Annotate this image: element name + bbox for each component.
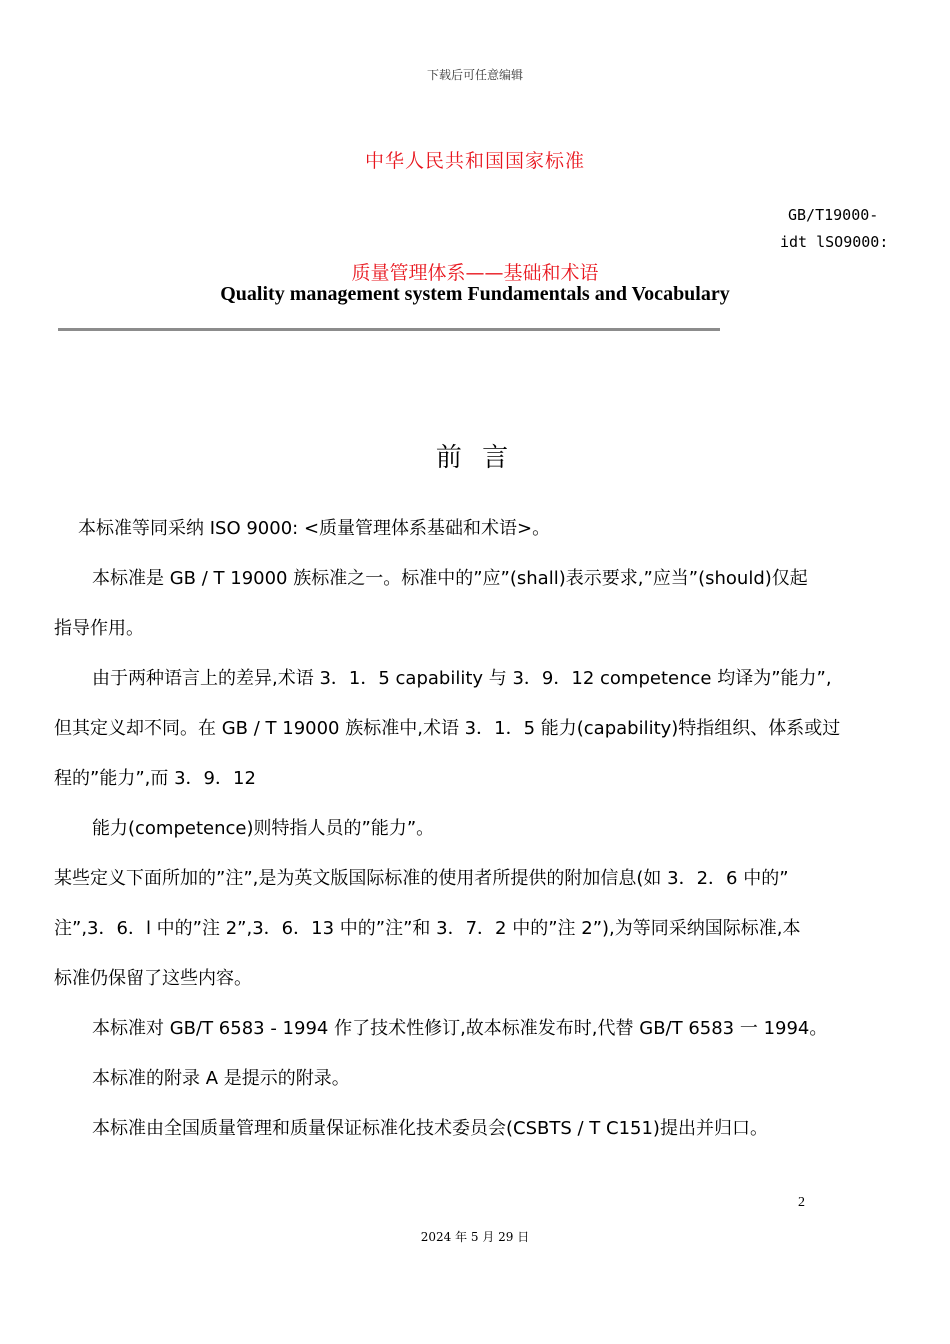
document-title-chinese: 质量管理体系——基础和术语 [351, 262, 599, 284]
body-line-12: 本标准的附录 A 是提示的附录。 [92, 1068, 350, 1089]
page-number: 2 [798, 1195, 805, 1210]
body-line-11: 本标准对 GB/T 6583 - 1994 作了技术性修订,故本标准发布时,代替 GB/T 6583 一 1994。 [92, 1018, 828, 1039]
footer-date: 2024 年 5 月 29 日 [420, 1230, 530, 1244]
standard-code-line-2: idt lSO9000: [780, 233, 889, 251]
body-line-3: 指导作用。 [54, 618, 144, 639]
header-note: 下载后可任意编辑 [426, 68, 523, 82]
body-line-1: 本标准等同采纳 ISO 9000: <质量管理体系基础和术语>。 [78, 518, 551, 539]
body-line-13: 本标准由全国质量管理和质量保证标准化技术委员会(CSBTS / T C151)提出并归口。 [92, 1118, 768, 1139]
preface-heading: 前 言 [435, 443, 515, 473]
body-line-8: 某些定义下面所加的”注”,是为英文版国际标准的使用者所提供的附加信息(如 3．2．6 中的” [54, 868, 789, 889]
body-line-4: 由于两种语言上的差异,术语 3．1．5 capability 与 3．9．12 competence 均译为”能力”, [92, 668, 832, 689]
body-line-6: 程的”能力”,而 3．9．12 [54, 768, 256, 789]
document-title-english: Quality management system Fundamentals and Vocabulary [220, 283, 730, 305]
body-line-9: 注”,3．6．l 中的”注 2”,3．6．13 中的”注”和 3．7．2 中的”注 2”),为等同采纳国际标准,本 [54, 918, 801, 939]
body-line-2: 本标准是 GB / T 19000 族标准之一。标准中的”应”(shall)表示要求,”应当”(should)仅起 [92, 568, 808, 589]
body-line-5: 但其定义却不同。在 GB / T 19000 族标准中,术语 3．1．5 能力(capability)特指组织、体系或过 [54, 718, 841, 739]
body-line-7: 能力(competence)则特指人员的”能力”。 [92, 818, 435, 839]
standard-code-line-1: GB/T19000- [788, 206, 879, 224]
body-line-10: 标准仍保留了这些内容。 [54, 968, 252, 989]
national-standard-title: 中华人民共和国国家标准 [364, 150, 585, 172]
title-divider [58, 328, 720, 331]
